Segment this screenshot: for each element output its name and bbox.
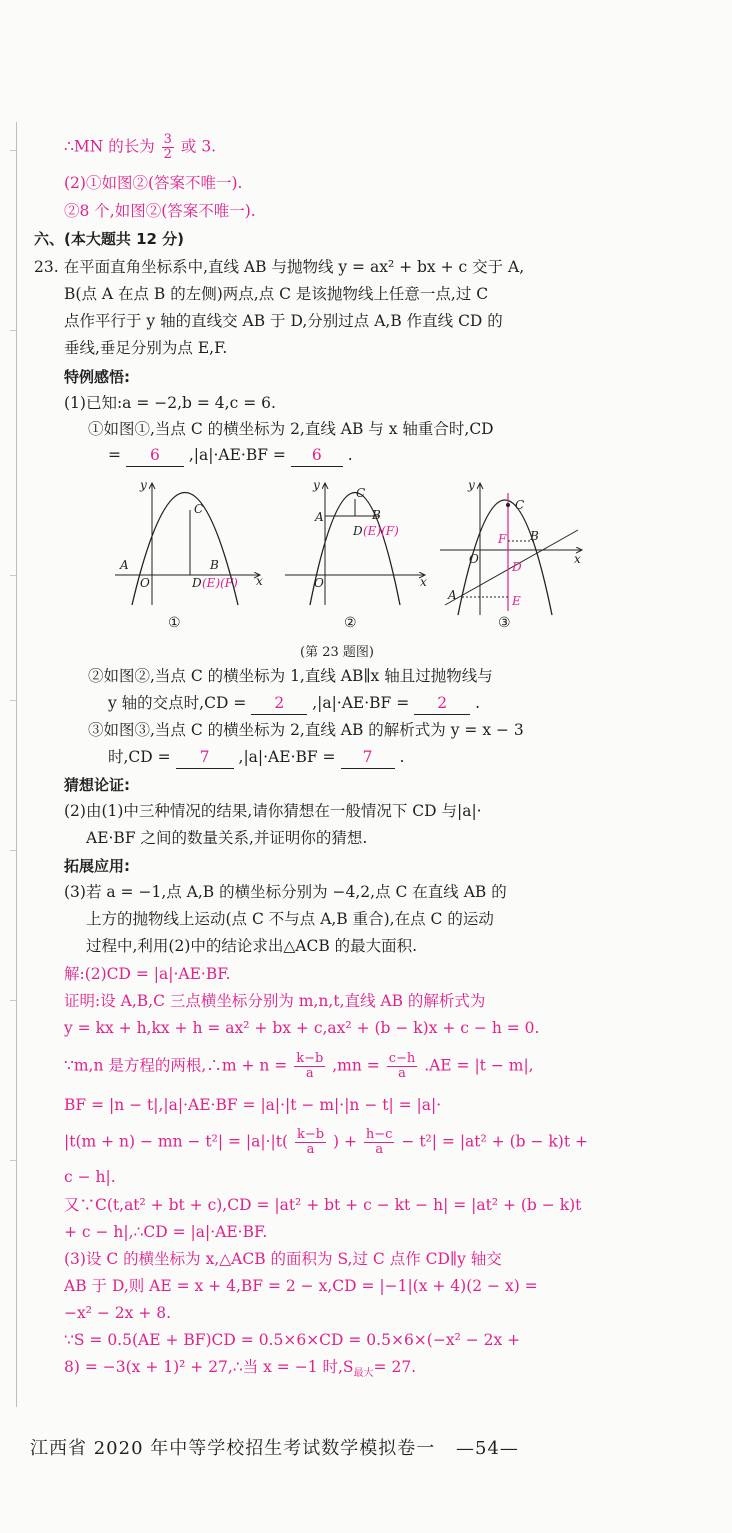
margin-tick (10, 330, 16, 331)
fig1-label-b: B (210, 558, 219, 572)
q2-middle: ,|a|·AE·BF = (312, 694, 410, 712)
fig2-label-d: D (353, 524, 363, 538)
margin-tick (10, 575, 16, 576)
question-3-line-a: ③如图③,当点 C 的横坐标为 2,直线 AB 的解析式为 y = x − 3 (88, 721, 524, 739)
sol4-part-c: .AE = |t − m|, (424, 1056, 534, 1075)
figure-3 (440, 478, 582, 631)
figure-2 (285, 478, 427, 631)
fraction-denominator: a (305, 1066, 314, 1081)
fig2-label-x: x (420, 575, 427, 589)
q3-answer-product: 7 (341, 746, 395, 769)
answer-mn-prefix: ∴MN 的长为 (64, 137, 155, 156)
section-heading: 六、(本大题共 12 分) (34, 230, 185, 248)
solution-line-12: −x² − 2x + 8. (64, 1304, 172, 1322)
question-4-line-b: AE·BF 之间的数量关系,并证明你的猜想. (86, 829, 368, 847)
margin-tick (10, 1160, 16, 1161)
answer-part2-2: ②8 个,如图②(答案不唯一). (64, 202, 256, 220)
question-2-line-b (108, 692, 480, 715)
fig2-label-c: C (356, 486, 366, 500)
fraction-numerator: h−c (365, 1127, 393, 1142)
q2-prefix: y 轴的交点时,CD = (108, 694, 247, 712)
sub-heading-conjecture: 猜想论证: (64, 776, 130, 794)
q2-period: . (475, 694, 481, 712)
q3-middle: ,|a|·AE·BF = (238, 748, 336, 766)
figure-caption: (第 23 题图) (300, 645, 374, 660)
q1-prefix: = (108, 446, 121, 464)
sol6-fraction-2 (364, 1128, 395, 1157)
sol6-fraction-1 (295, 1128, 326, 1157)
question-5-line-b: 上方的抛物线上运动(点 C 不与点 A,B 重合),在点 C 的运动 (86, 910, 494, 928)
sol4-fraction-2 (387, 1052, 418, 1081)
q1-answer-product: 6 (291, 444, 343, 467)
fig3-label-y: y (468, 478, 475, 492)
problem-figure (110, 475, 590, 665)
fig2-label-y: y (313, 478, 320, 492)
problem-stem-line-3: 点作平行于 y 轴的直线交 AB 于 D,分别过点 A,B 作直线 CD 的 (64, 312, 503, 330)
question-3-line-b (108, 746, 404, 769)
sol14-part-a: 8) = −3(x + 1)² + 27,∴当 x = −1 时,S (64, 1358, 354, 1376)
problem-stem-line-2: B(点 A 在点 B 的左侧)两点,点 C 是该抛物线上任意一点,过 C (64, 285, 489, 303)
question-5-line-a: (3)若 a = −1,点 A,B 的横坐标分别为 −4,2,点 C 在直线 AB 的 (64, 883, 507, 901)
fig2-label-b: B (372, 508, 381, 522)
margin-tick (10, 850, 16, 851)
fig3-label-x: x (574, 552, 581, 566)
margin-tick (10, 150, 16, 151)
problem-stem-line-1: 23. 在平面直角坐标系中,直线 AB 与抛物线 y = ax² + bx + c 交于 A, (34, 258, 525, 276)
answer-part2-1: (2)①如图②(答案不唯一). (64, 174, 243, 192)
margin-tick (10, 1000, 16, 1001)
fig2-label-ef: (E)(F) (363, 524, 399, 538)
fraction-denominator: 2 (163, 147, 172, 162)
solution-line-4 (64, 1052, 534, 1081)
solution-line-1: 解:(2)CD = |a|·AE·BF. (64, 965, 231, 983)
sub-heading-special-case: 特例感悟: (64, 368, 130, 386)
sol6-part-c: − t²| = |at² + (b − k)t + (401, 1132, 588, 1151)
fig1-label-y: y (140, 478, 147, 492)
sol14-subscript: 最大 (353, 1368, 374, 1380)
fig1-label-o: O (140, 576, 150, 590)
solution-line-11: AB 于 D,则 AE = x + 4,BF = 2 − x,CD = |−1|(x + 4)(2 − x) = (64, 1277, 538, 1295)
fraction-numerator: c−h (388, 1051, 416, 1066)
question-1-line-b (108, 444, 353, 467)
q3-answer-cd: 7 (176, 746, 234, 769)
fraction-denominator: a (375, 1142, 384, 1157)
solution-line-14 (64, 1356, 416, 1385)
given-values: (1)已知:a = −2,b = 4,c = 6. (64, 394, 276, 412)
question-4-line-a: (2)由(1)中三种情况的结果,请你猜想在一般情况下 CD 与|a|· (64, 802, 482, 820)
question-1-line-a: ①如图①,当点 C 的横坐标为 2,直线 AB 与 x 轴重合时,CD (88, 420, 494, 438)
q3-prefix: 时,CD = (108, 748, 171, 766)
fraction-denominator: a (306, 1142, 315, 1157)
fig3-label-a: A (448, 588, 457, 602)
answer-mn-fraction (162, 133, 174, 162)
fraction-numerator: k−b (296, 1127, 325, 1142)
solution-line-2: 证明:设 A,B,C 三点横坐标分别为 m,n,t,直线 AB 的解析式为 (64, 992, 486, 1010)
solution-line-6 (64, 1128, 588, 1157)
fig1-label-ef: (E)(F) (202, 576, 238, 590)
question-2-line-a: ②如图②,当点 C 的横坐标为 1,直线 AB∥x 轴且过抛物线与 (88, 667, 493, 685)
sub-heading-extension: 拓展应用: (64, 857, 130, 875)
sol4-fraction-1 (294, 1052, 325, 1081)
solution-line-13: ∵S = 0.5(AE + BF)CD = 0.5×6×CD = 0.5×6×(−x² − 2x + (64, 1331, 521, 1349)
margin-tick (10, 700, 16, 701)
sol4-part-a: ∵m,n 是方程的两根,∴m + n = (64, 1056, 288, 1075)
fraction-denominator: a (398, 1066, 406, 1081)
page-footer (30, 1434, 519, 1460)
binding-margin-line (16, 122, 17, 1407)
q2-answer-cd: 2 (251, 692, 307, 715)
fig3-label-o: O (469, 552, 479, 566)
fig1-number: ① (168, 615, 181, 631)
problem-stem-line-4: 垂线,垂足分别为点 E,F. (64, 339, 228, 357)
q1-period: . (347, 446, 353, 464)
answer-mn-suffix: 或 3. (180, 137, 217, 156)
q1-middle: ,|a|·AE·BF = (188, 446, 286, 464)
q3-period: . (399, 748, 405, 766)
sol6-part-b: ) + (333, 1132, 357, 1151)
q2-answer-product: 2 (414, 692, 470, 715)
figure-1 (115, 478, 263, 631)
fig3-label-e: E (512, 594, 521, 608)
sol6-part-a: |t(m + n) − mn − t²| = |a|·|t( (64, 1132, 289, 1151)
solution-line-5: BF = |n − t|,|a|·AE·BF = |a|·|t − m|·|n − t| = |a|· (64, 1096, 442, 1114)
sol4-part-b: ,mn = (332, 1056, 380, 1075)
solution-line-7: c − h|. (64, 1168, 116, 1186)
fig3-label-c: C (515, 498, 525, 512)
fraction-numerator: 3 (163, 132, 172, 147)
footer-title: 江西省 2020 年中等学校招生考试数学模拟卷一 (30, 1438, 436, 1459)
solution-line-8: 又∵C(t,at² + bt + c),CD = |at² + bt + c − kt − h| = |at² + (b − k)t (64, 1196, 582, 1214)
fig1-label-a: A (120, 558, 129, 572)
solution-line-3: y = kx + h,kx + h = ax² + bx + c,ax² + (b − k)x + c − h = 0. (64, 1019, 540, 1037)
fig2-label-a: A (315, 510, 324, 524)
question-5-line-c: 过程中,利用(2)中的结论求出△ACB 的最大面积. (86, 937, 418, 955)
fig3-label-b: B (530, 529, 539, 543)
fig2-number: ② (344, 615, 357, 631)
fig1-label-c: C (194, 502, 204, 516)
fig2-label-o: O (314, 576, 324, 590)
fig1-label-x: x (256, 574, 263, 588)
solution-line-9: + c − h|,∴CD = |a|·AE·BF. (64, 1223, 268, 1241)
fraction-numerator: k−b (296, 1051, 324, 1066)
page-number: —54— (456, 1438, 519, 1459)
fig1-label-d: D (192, 576, 202, 590)
sol14-part-b: = 27. (373, 1358, 417, 1376)
q1-answer-cd: 6 (126, 444, 184, 467)
solution-line-10: (3)设 C 的横坐标为 x,△ACB 的面积为 S,过 C 点作 CD∥y 轴交 (64, 1250, 502, 1268)
fig3-label-d: D (512, 560, 522, 574)
fig3-label-f: F (498, 532, 507, 546)
fig3-number: ③ (498, 615, 511, 631)
answer-mn-line (64, 133, 216, 162)
